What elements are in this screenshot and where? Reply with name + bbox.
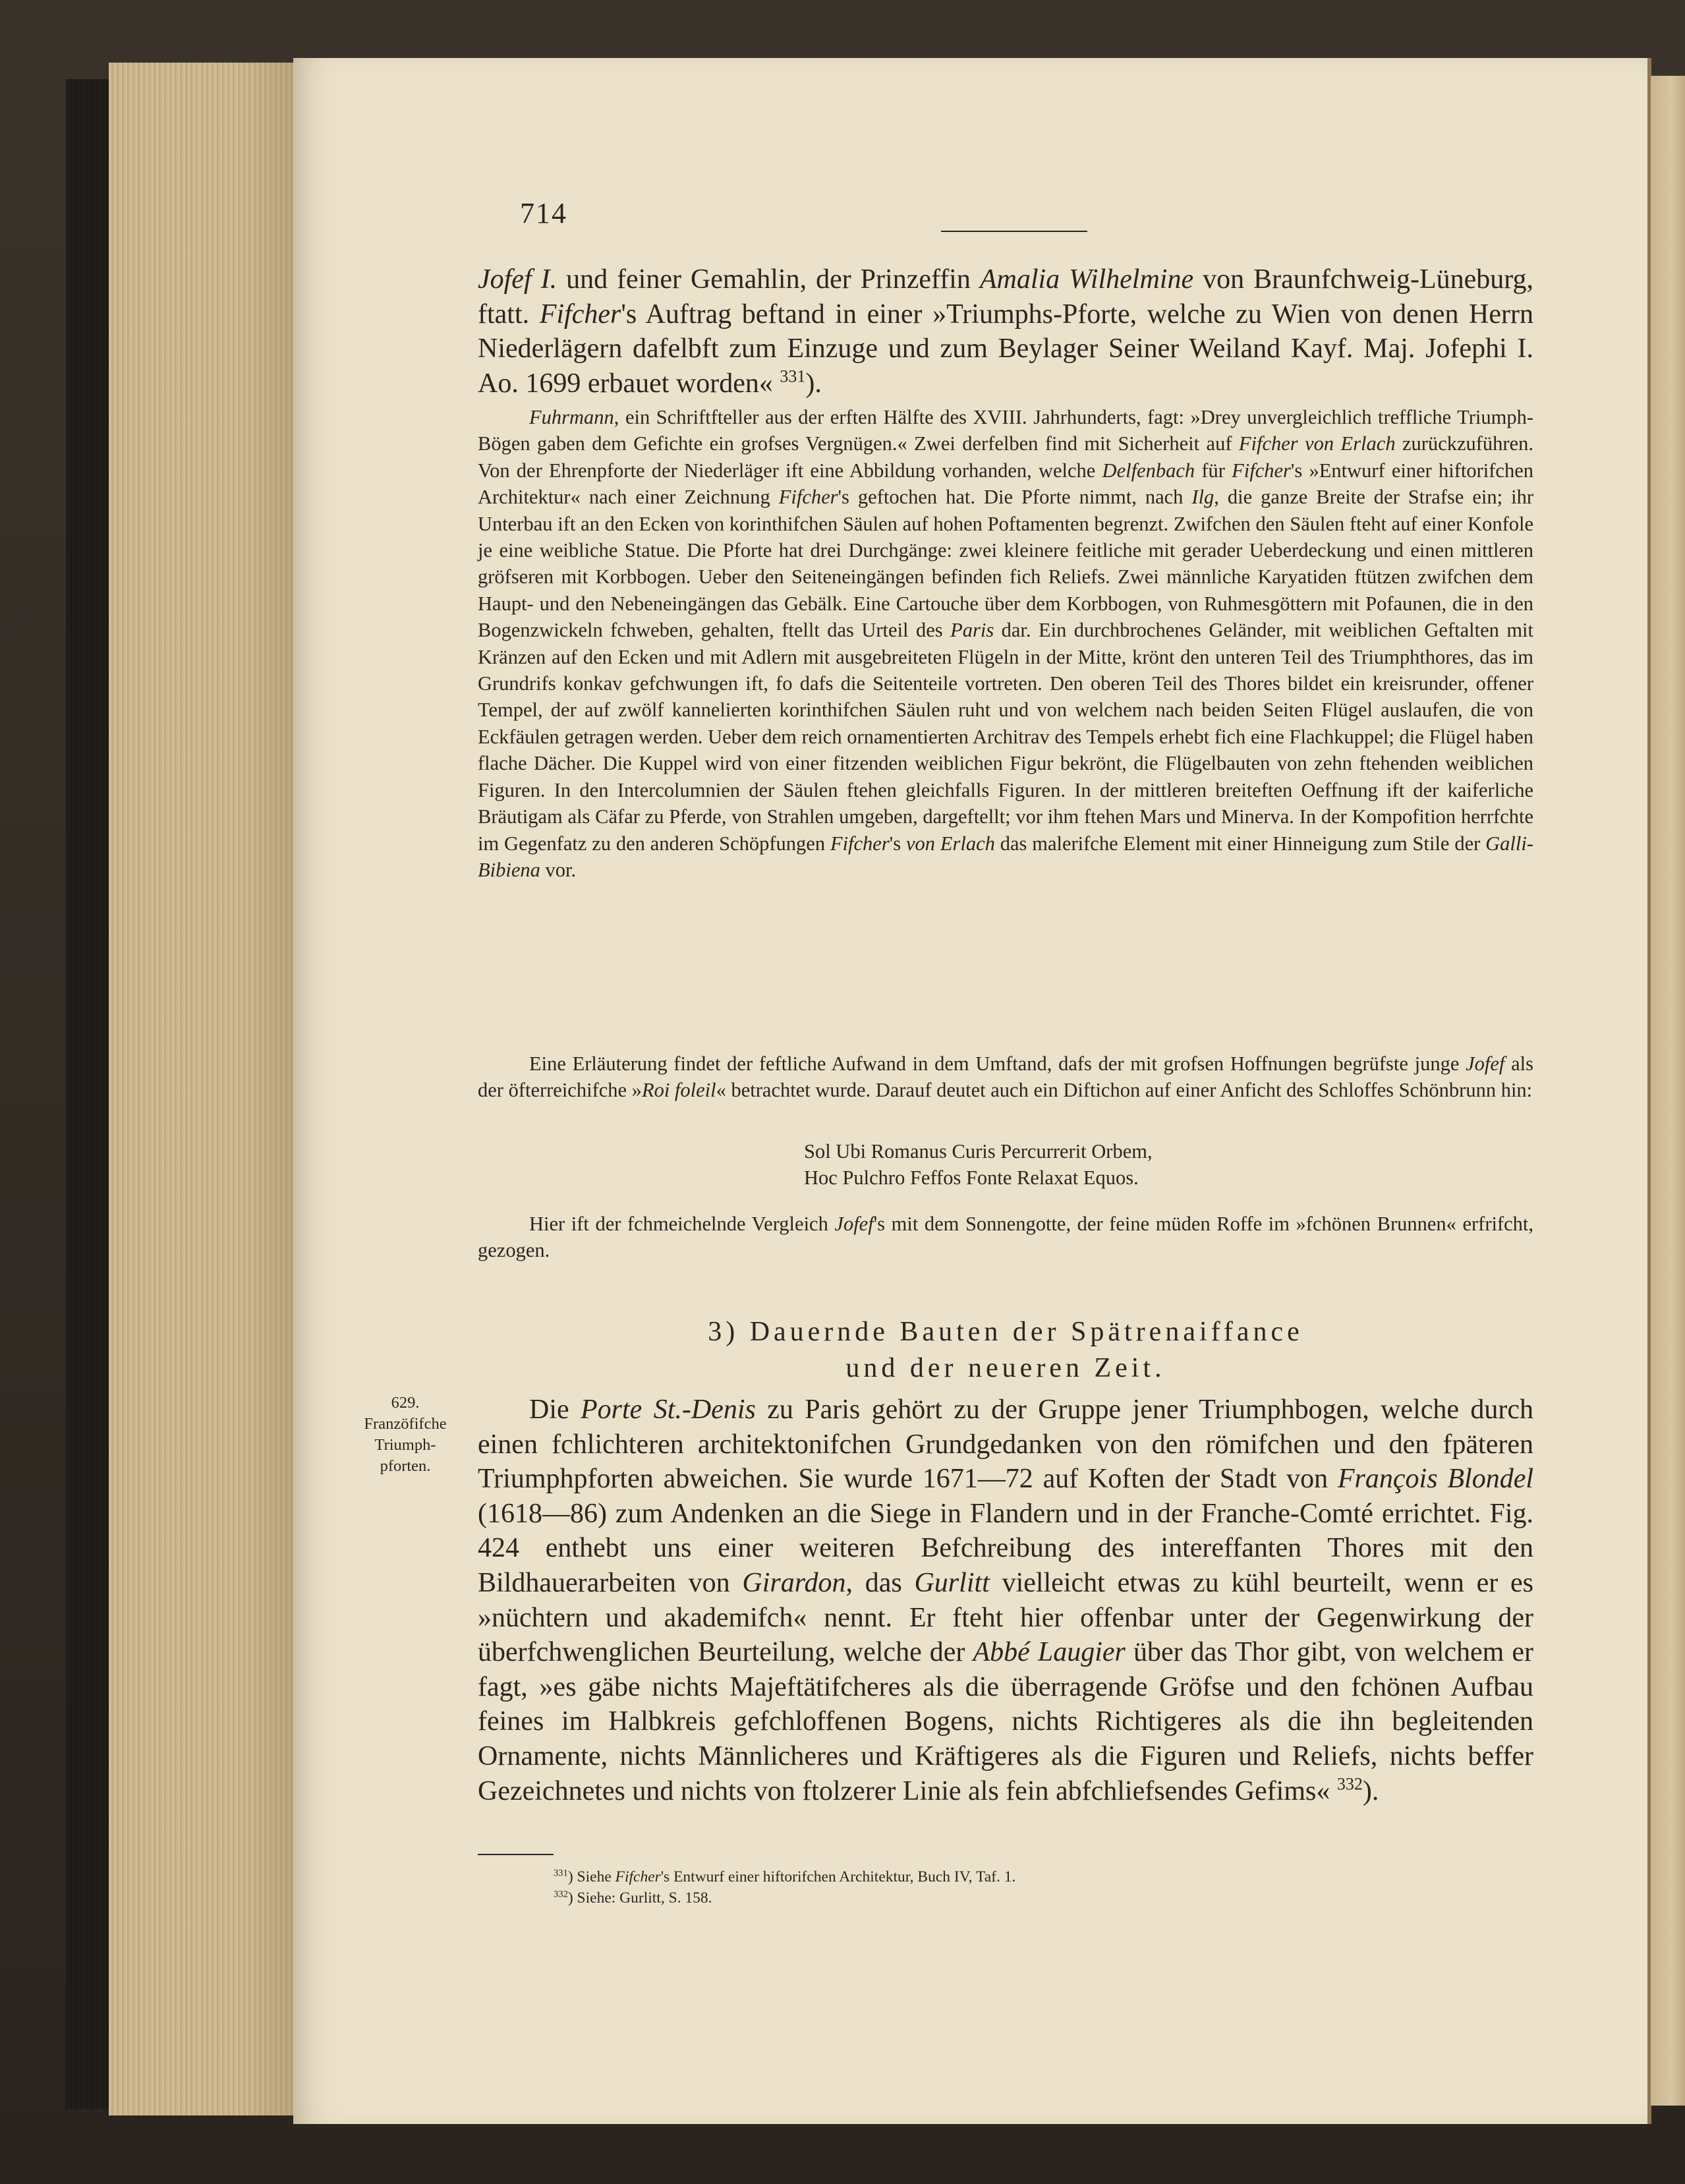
- margin-note-line: pforten.: [380, 1457, 431, 1475]
- italic-text: Fifcher: [615, 1868, 661, 1885]
- italic-text: Jofef: [834, 1213, 874, 1235]
- text-run: ) Siehe: Gurlitt, S. 158.: [567, 1889, 712, 1907]
- footnote-marker: 331: [780, 366, 806, 386]
- text-run: , das: [845, 1567, 915, 1598]
- page-number: 714: [520, 197, 567, 229]
- text-run: 's mit dem Sonnengotte, der feine müden Roffe im »fchönen Brunnen« erfrifcht, gezogen.: [478, 1213, 1533, 1262]
- section-heading-line-1: 3) Dauernde Bauten der Spätrenaiffance: [708, 1317, 1303, 1347]
- text-run: 's: [889, 832, 906, 855]
- italic-text: Gurlitt: [914, 1567, 990, 1598]
- paragraph-explanation: [478, 1050, 1533, 1104]
- verse-line-2: Hoc Pulchro Feffos Fonte Relaxat Equos.: [804, 1166, 1139, 1189]
- italic-text: Amalia Wilhelmine: [979, 264, 1194, 295]
- text-run: als der öfterreichifche »: [478, 1052, 1533, 1102]
- italic-text: Abbé Laugier: [973, 1637, 1126, 1668]
- text-run: 's Auftrag beftand in einer »Triumphs-Pforte, welche zu Wien von denen Herrn Niederlägern dafelbft zum Einzuge und zum Beylager Seiner Weiland Kayf. Maj. Jofephi I. Ao. 1699 erbauet worden«: [478, 299, 1533, 399]
- text-run: zurückzuführen. Von der Ehrenpforte der Niederläger ift eine Abbildung vorhanden, welche: [478, 432, 1533, 482]
- paragraph-intro: [478, 262, 1533, 401]
- italic-text: Fuhrmann: [529, 406, 614, 428]
- text-run: ).: [805, 368, 822, 399]
- italic-text: Fifcher: [830, 832, 890, 855]
- footnote-331: [554, 1867, 1015, 1887]
- footnote-332: [554, 1888, 712, 1908]
- italic-text: Fifcher: [539, 299, 621, 330]
- text-run: dar. Ein durchbrochenes Geländer, mit weiblichen Geftalten mit Kränzen auf den Ecken und mit Adlern mit ausgebreiteten Flügeln in der Mitte, krönt den unteren Teil des Triumphthores, das im Grundrifs konkav gefchwungen ift, fo dafs die Seitenteile vortreten. Den oberen Teil des Thores bildet ein kreisrunder, offener Tempel, der auf zwölf kannelierten korinthifchen Säulen ruht und von welchem nach beiden Seiten Flügel auslaufen, die von Eckfäulen getragen werden. Ueber dem reich ornamentierten Architrav des Tempels erhebt fich eine Flachkuppel; die Flügel haben flache Dächer. Die Kuppel wird von einer fitzenden weiblichen Figur bekrönt, die Flügelbauten von zehn ftehenden weiblichen Figuren. In den Intercolumnien der Säulen ftehen gleichfalls Figuren. In der mittleren breiteften Oeffnung ift der kaiferliche Bräutigam als Cäfar zu Pferde, von Strahlen umgeben, dargeftellt; vor ihm ftehen Mars und Minerva. In der Kompofition herrfchte im Gegenfatz zu den anderen Schöpfungen: [478, 619, 1533, 855]
- text-run: über das Thor gibt, von welchem er fagt, »es gäbe nichts Majeftätifcheres als die überragende Gröfse und den fchönen Aufbau feines im Halbkreis gefchloffenen Bogens, nichts Richtigeres als die ihn begleitenden Ornamente, nichts Männlicheres und Kräftigeres als die Figuren und Reliefs, nichts beffer Gezeichnetes und nichts von ftolzerer Linie als fein abfchliefsendes Gefims«: [478, 1637, 1533, 1806]
- text-run: vor.: [540, 858, 577, 881]
- margin-note-line: Triumph-: [374, 1436, 436, 1454]
- text-run: Die: [529, 1394, 581, 1425]
- italic-text: Fifcher von Erlach: [1238, 432, 1396, 455]
- footnote-marker: 332: [554, 1889, 568, 1900]
- text-run: zu Paris gehört zu der Gruppe jener Triumphbogen, welche durch einen fchlichteren architektonifchen Grundgedanken von den römifchen und den fpäteren Triumphpforten abweichen. Sie wurde 1671—72 auf Koften der Stadt von: [478, 1394, 1534, 1495]
- text-run: Hier ift der fchmeichelnde Vergleich: [529, 1213, 835, 1235]
- margin-note: [346, 1393, 465, 1477]
- section-heading-line-2: und der neueren Zeit.: [845, 1353, 1166, 1383]
- paragraph-fuhrmann: [478, 404, 1533, 883]
- text-run: das malerifche Element mit einer Hinneigung zum Stile der: [994, 832, 1486, 855]
- text-run: für: [1195, 459, 1232, 482]
- verse-line-1: Sol Ubi Romanus Curis Percurrerit Orbem,: [804, 1140, 1153, 1163]
- italic-text: Jofef I.: [478, 264, 557, 295]
- text-run: vielleicht etwas zu kühl beurteilt, wenn er es »nüchtern und akademifch« nennt. Er fteht hier offenbar unter der Gegenwirkung der überfchwenglichen Beurteilung, welche der: [478, 1567, 1533, 1668]
- paragraph-comparison: [478, 1211, 1533, 1264]
- text-run: von Braunfchweig-Lüneburg, ftatt.: [478, 264, 1533, 330]
- text-run: « betrachtet wurde. Darauf deutet auch ein Diftichon auf einer Anficht des Schloffes Schönbrunn hin:: [716, 1079, 1533, 1102]
- text-run: 's »Entwurf einer hiftorifchen Architektur« nach einer Zeichnung: [478, 459, 1534, 509]
- text-run: Eine Erläuterung findet der feftliche Aufwand in dem Umftand, dafs der mit grofsen Hoffnungen begrüfste junge: [529, 1052, 1466, 1075]
- italic-text: Fifcher: [778, 486, 838, 509]
- italic-text: Delfenbach: [1102, 459, 1195, 482]
- paragraph-porte-st-denis: [478, 1393, 1533, 1808]
- text-run: (1618—86) zum Andenken an die Siege in Flandern und in der Franche-Comté errichtet. Fig. 424 enthebt uns einer weiteren Befchreibung des intereffanten Thores mit den Bildhauerarbeiten von: [478, 1498, 1533, 1598]
- page-number-rule: [941, 231, 1087, 232]
- text-run: ) Siehe: [567, 1868, 615, 1885]
- italic-text: François Blondel: [1337, 1464, 1533, 1495]
- italic-text: Fifcher: [1232, 459, 1291, 482]
- footnote-rule: [478, 1854, 554, 1855]
- page-edges-right: [1651, 76, 1685, 2106]
- text-run: , die ganze Breite der Strafse ein; ihr Unterbau ift an den Ecken von korinthifchen Säulen auf hohen Poftamenten begrenzt. Zwifchen den Säulen fteht auf einer Konfole je eine weibliche Statue. Die Pforte hat drei Durchgänge: zwei kleinere feitliche mit gerader Ueberdeckung und einen mittleren gröfseren mit Korbbogen. Ueber den Seiteneingängen befinden fich Reliefs. Zwei männliche Karyatiden ftützen zwifchen dem Haupt- und den Nebeneingängen das Gebälk. Eine Cartouche über dem Korbbogen, von Ruhmesgöttern mit Pofaunen, die in den Bogenzwickeln fchweben, gehalten, ftellt das Urteil des: [478, 486, 1534, 642]
- footnote-marker: 332: [1336, 1773, 1363, 1793]
- italic-text: Paris: [950, 619, 994, 642]
- text-run: und feiner Gemahlin, der Prinzeffin: [557, 264, 980, 295]
- italic-text: Jofef: [1466, 1052, 1505, 1075]
- italic-text: Ilg: [1191, 486, 1214, 509]
- italic-text: Roi foleil: [641, 1079, 716, 1102]
- text-run: ).: [1362, 1775, 1379, 1806]
- margin-note-number: 629.: [391, 1394, 420, 1412]
- italic-text: Girardon: [742, 1567, 846, 1598]
- italic-text: Galli-Bibiena: [478, 832, 1533, 881]
- text-run: 's Entwurf einer hiftorifchen Architektur, Buch IV, Taf. 1.: [660, 1868, 1016, 1885]
- footnote-marker: 331: [554, 1868, 568, 1879]
- text-run: , ein Schriftfteller aus der erften Hälfte des XVIII. Jahrhunderts, fagt: »Drey unvergleichlich treffliche Triumph-Bögen gaben dem Gefichte ein grofses Vergnügen.« Zwei derfelben find mit Sicherheit auf: [478, 406, 1533, 455]
- text-run: 's geftochen hat. Die Pforte nimmt, nach: [838, 486, 1192, 509]
- italic-text: Porte St.-Denis: [581, 1394, 756, 1425]
- margin-note-line: Franzöfifche: [364, 1415, 447, 1433]
- italic-text: von Erlach: [905, 832, 995, 855]
